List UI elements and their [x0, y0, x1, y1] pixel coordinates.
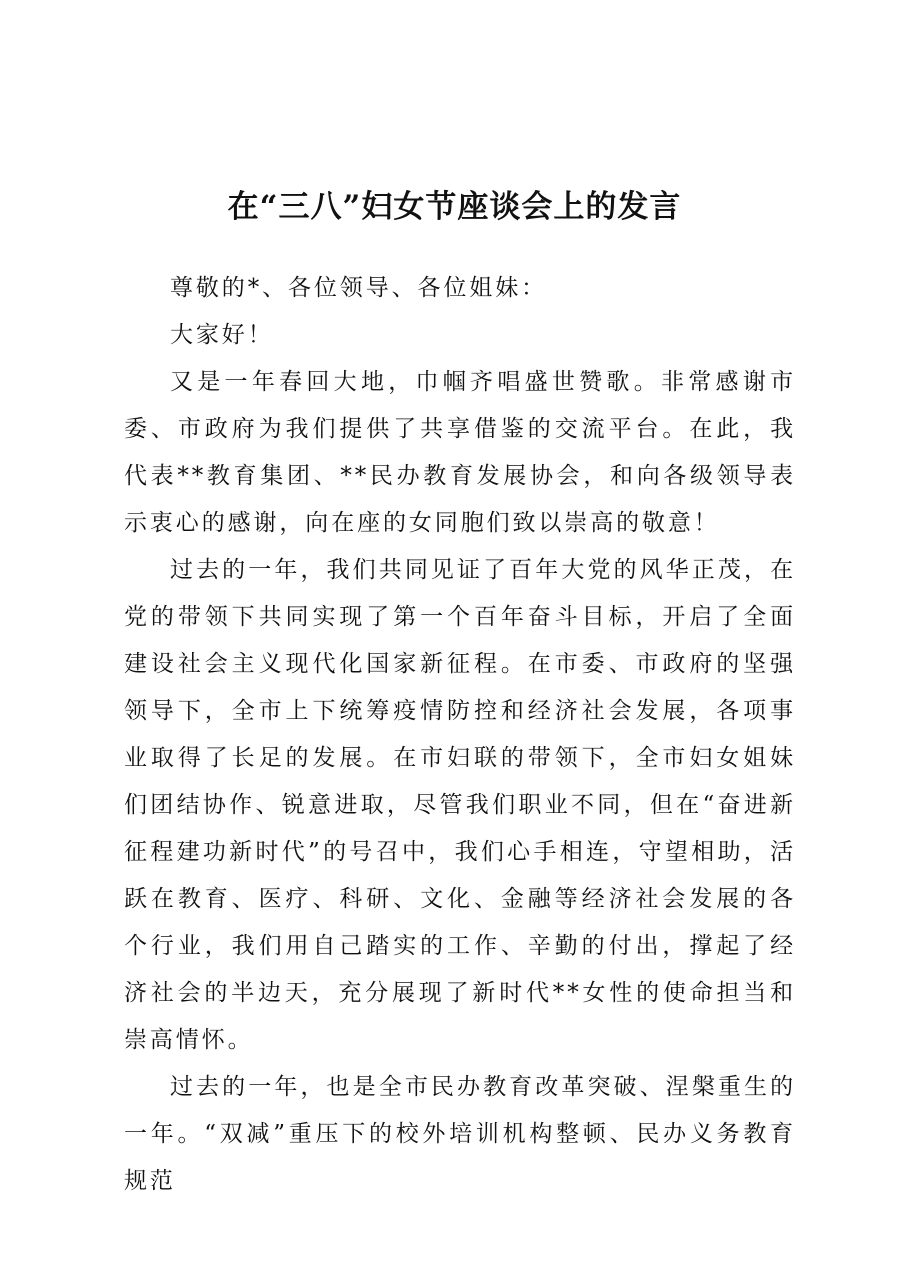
document-title: 在“三八”妇女节座谈会上的发言	[227, 188, 682, 225]
review-paragraph: 过去的一年，我们共同见证了百年大党的风华正茂，在党的带领下共同实现了第一个百年奋斗目标，开启了全面建设社会主义现代化国家新征程。在市委、市政府的坚强领导下，全市上下统筹疫情防控和经济社会发展，各项事业取得了长足的发展。在市妇联的带领下，全市妇女姐妹们团结协作、锐意进取，尽管我们职业不同，但在“奋进新征程建功新时代”的号召中，我们心手相连，守望相助，活跃在教育、医疗、科研、文化、金融等经济社会发展的各个行业，我们用自己踏实的工作、辛勤的付出，撑起了经济社会的半边天，充分展现了新时代**女性的使命担当和崇高情怀。	[124, 557, 796, 1053]
education-paragraph: 过去的一年，也是全市民办教育改革突破、涅槃重生的一年。“双减”重压下的校外培训机构整顿、民办义务教育规范	[124, 1074, 796, 1194]
document-body	[124, 265, 796, 1205]
greeting-paragraph: 大家好！	[170, 322, 274, 348]
salutation-paragraph: 尊敬的*、各位领导、各位姐妹：	[170, 275, 547, 301]
thanks-paragraph: 又是一年春回大地，巾帼齐唱盛世赞歌。非常感谢市委、市政府为我们提供了共享借鉴的交流平台。在此，我代表**教育集团、**民办教育发展协会，和向各级领导表示衷心的感谢，向在座的女同胞们致以崇高的敬意！	[124, 369, 796, 536]
